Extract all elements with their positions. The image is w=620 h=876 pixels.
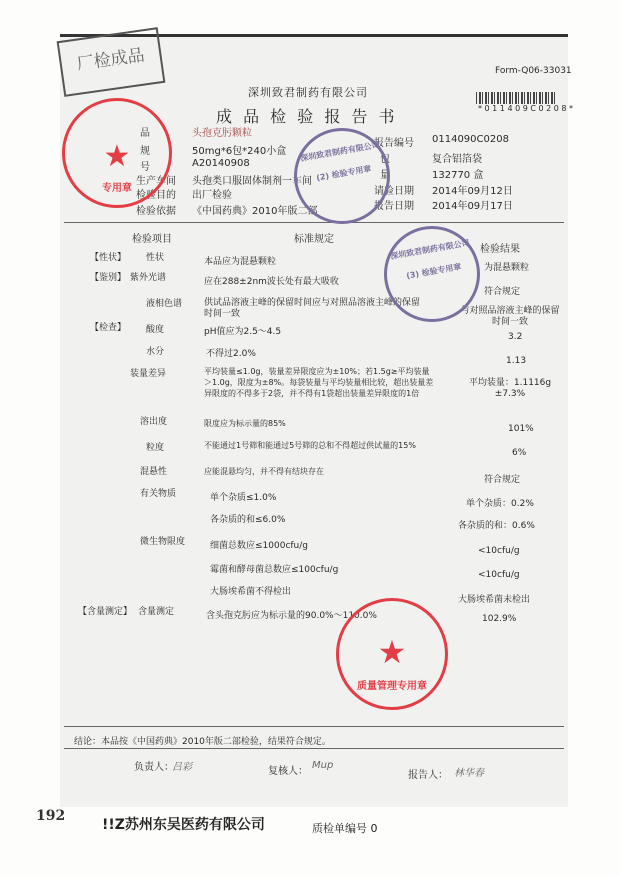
page-number: 192 — [36, 808, 66, 824]
field-spec-value: 50mg*6包*240小盒 — [192, 146, 287, 157]
field-spec-label: 规 — [140, 146, 150, 157]
company-name: 深圳致君制药有限公司 — [248, 86, 368, 99]
footer-rule — [64, 748, 564, 749]
field-batch-value: A20140908 — [192, 158, 250, 169]
field-workshop-label: 生产车间 — [136, 176, 176, 187]
field-request-date-label: 请验日期 — [374, 186, 414, 197]
field-quantity-label: 量 — [380, 170, 390, 181]
form-number: Form-Q06-33031 — [495, 66, 572, 76]
field-workshop-value: 头孢类口服固体制剂一车间 — [192, 176, 312, 187]
reviewer-label: 复核人： — [268, 766, 308, 777]
bottom-company: !!Z苏州东吴医药有限公司 — [102, 817, 265, 833]
table-bottom-rule — [64, 726, 564, 727]
factory-stamp: 厂检成品 — [57, 27, 166, 97]
responsible-label: 负责人： — [134, 762, 174, 773]
field-request-date-value: 2014年09月12日 — [432, 186, 513, 197]
purple-seal-2: 深圳致君制药有限公司 (2) 检验专用章 — [294, 128, 390, 224]
field-report-no-label: 报告编号 — [374, 138, 414, 149]
reviewer-signature: Mup — [312, 760, 334, 771]
field-report-date-value: 2014年09月17日 — [432, 201, 513, 212]
table-top-rule — [64, 222, 564, 223]
field-batch-label: 号 — [140, 162, 150, 173]
reporter-label: 报告人： — [408, 770, 448, 781]
field-purpose-label: 检验目的 — [136, 190, 176, 201]
col-header-standard: 标准规定 — [294, 234, 334, 245]
field-package-label: 包 — [380, 154, 390, 165]
field-product-value: 头孢克肟颗粒 — [192, 128, 252, 139]
field-package-value: 复合铝箔袋 — [432, 154, 482, 165]
field-basis-value: 《中国药典》2010年版二部 — [192, 206, 318, 217]
purple-seal-3: 深圳致君制药有限公司 (3) 检验专用章 — [384, 226, 480, 322]
col-header-result: 检验结果 — [480, 244, 520, 255]
barcode-text: * 0 1 1 4 0 9 C 0 2 0 8 * — [478, 104, 573, 113]
col-header-item: 检验项目 — [132, 234, 172, 245]
conclusion: 结论：本品按《中国药典》2010年版二部检验，结果符合规定。 — [74, 737, 331, 747]
field-product-label: 品 — [140, 128, 150, 139]
bottom-doc-number: 质检单编号 0 — [312, 822, 378, 835]
report-title: 成 品 检 验 报 告 书 — [216, 107, 398, 126]
barcode — [476, 92, 556, 104]
red-seal-top-left: ★ 专用章 — [62, 98, 172, 208]
reporter-signature: 林华春 — [454, 768, 484, 779]
field-report-no-value: 0114090C0208 — [432, 134, 509, 145]
field-report-date-label: 报告日期 — [374, 201, 414, 212]
red-seal-quality: ★ 质量管理专用章 — [336, 598, 448, 710]
field-quantity-value: 132770 盒 — [432, 170, 484, 181]
field-purpose-value: 出厂检验 — [192, 190, 232, 201]
field-basis-label: 检验依据 — [136, 206, 176, 217]
responsible-signature: 吕彩 — [172, 762, 192, 773]
